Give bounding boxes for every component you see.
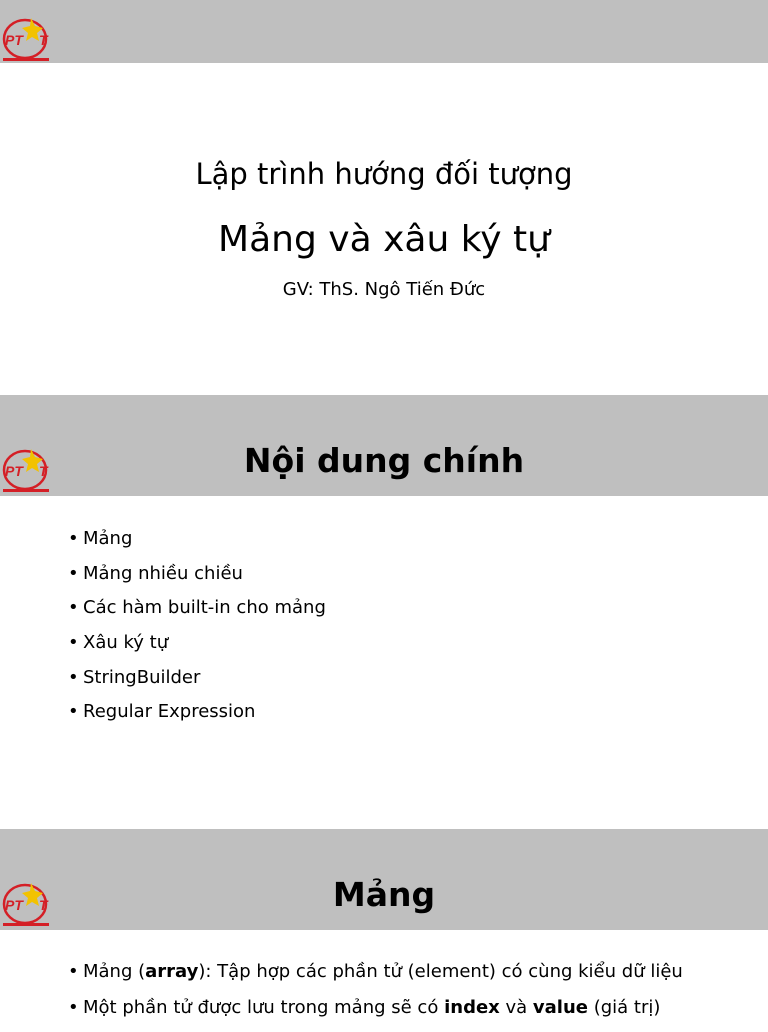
bullet-icon: • <box>68 666 79 688</box>
list-item <box>68 631 326 666</box>
keyword-array: array <box>145 961 199 982</box>
text-run: (giá trị) <box>587 997 661 1018</box>
text-run: ): Tập hợp các phần tử (element) có cùng kiểu dữ liệu <box>198 961 683 982</box>
list-item-text: Regular Expression <box>83 701 256 723</box>
text-run: và <box>499 997 533 1018</box>
list-item-text: Các hàm built-in cho mảng <box>83 597 326 619</box>
bullet-icon: • <box>68 528 79 549</box>
list-item-text: Mảng nhiều chiều <box>83 562 243 584</box>
bullet-icon: • <box>68 701 79 723</box>
text-run: Một phần tử được lưu trong mảng sẽ có <box>83 997 445 1018</box>
list-item <box>68 596 326 631</box>
slide-heading: Mảng <box>332 875 436 914</box>
svg-text:PT: PT <box>5 463 23 479</box>
keyword-value: value <box>532 997 588 1018</box>
svg-text:T: T <box>39 463 48 479</box>
bullet-icon: • <box>68 961 79 982</box>
list-item <box>68 527 326 562</box>
list-item <box>68 700 326 735</box>
list-item <box>68 996 683 1032</box>
svg-text:PT: PT <box>5 32 23 48</box>
contents-list <box>68 527 326 735</box>
array-definition-list <box>68 960 683 1032</box>
lecturer-name: GV: ThS. Ngô Tiến Đức <box>282 279 486 300</box>
bullet-icon: • <box>68 562 79 584</box>
bullet-icon: • <box>68 632 79 654</box>
course-title: Lập trình hướng đối tượng <box>195 157 573 191</box>
bullet-icon: • <box>68 597 79 619</box>
list-item-text: Xâu ký tự <box>83 632 169 654</box>
slide-array <box>0 829 768 1024</box>
lecture-title: Mảng và xâu ký tự <box>218 219 550 260</box>
header-band <box>0 0 768 63</box>
list-item-text: Mảng <box>83 528 133 549</box>
bullet-icon: • <box>68 997 79 1018</box>
svg-text:T: T <box>39 897 48 913</box>
ptit-logo <box>1 0 53 66</box>
slide-title <box>0 0 768 395</box>
text-run: Mảng ( <box>83 961 146 982</box>
list-item <box>68 960 683 996</box>
list-item <box>68 562 326 597</box>
keyword-index: index <box>444 997 500 1018</box>
ptit-logo-graphic <box>1 0 53 66</box>
list-item <box>68 666 326 701</box>
slide-contents <box>0 395 768 829</box>
svg-text:T: T <box>39 32 48 48</box>
svg-text:PT: PT <box>5 897 23 913</box>
list-item-text: StringBuilder <box>83 666 201 688</box>
slide-heading: Nội dung chính <box>243 441 525 480</box>
